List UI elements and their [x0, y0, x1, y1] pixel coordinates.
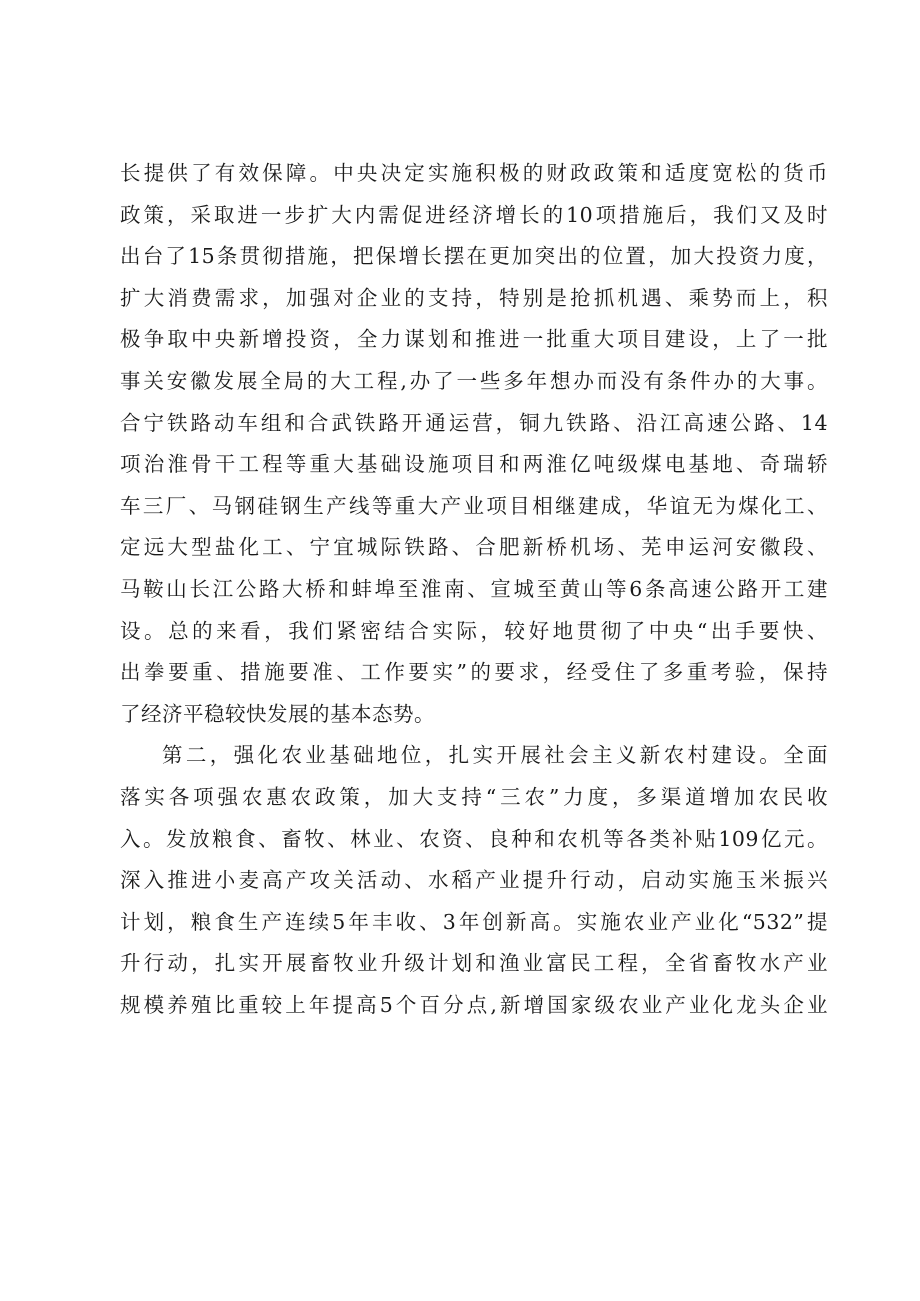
- text-line: 了经济平稳较快发展的基本态势。: [120, 701, 435, 726]
- text-line: 极争取中央新增投资，全力谋划和推进一批重大项目建设，上了一批: [120, 327, 828, 352]
- text-line: 项治淮骨干工程等重大基础设施项目和两淮亿吨级煤电基地、奇瑞轿: [120, 452, 828, 477]
- text-line: 合宁铁路动车组和合武铁路开通运营，铜九铁路、沿江高速公路、14: [120, 410, 828, 435]
- text-line: 马鞍山长江公路大桥和蚌埠至淮南、宣城至黄山等6条高速公路开工建: [120, 576, 828, 601]
- text-line: 定远大型盐化工、宁宜城际铁路、合肥新桥机场、芜申运河安徽段、: [120, 535, 828, 560]
- body-text: [120, 158, 828, 1031]
- text-line: 深入推进小麦高产攻关活动、水稻产业提升行动，启动实施玉米振兴: [120, 868, 828, 893]
- text-line: 设。总的来看，我们紧密结合实际，较好地贯彻了中央“出手要快、: [120, 618, 828, 643]
- text-line: 事关安徽发展全局的大工程,办了一些多年想办而没有条件办的大事。: [120, 368, 828, 393]
- text-line: 入。发放粮食、畜牧、林业、农资、良种和农机等各类补贴109亿元。: [120, 826, 828, 851]
- text-line: 升行动，扎实开展畜牧业升级计划和渔业富民工程，全省畜牧水产业: [120, 951, 828, 976]
- text-line: 扩大消费需求，加强对企业的支持，特别是抢抓机遇、乘势而上，积: [120, 285, 828, 310]
- text-line: 出台了15条贯彻措施，把保增长摆在更加突出的位置，加大投资力度，: [120, 244, 828, 269]
- text-line: 车三厂、马钢硅钢生产线等重大产业项目相继建成，华谊无为煤化工、: [120, 493, 828, 518]
- paragraph: [120, 158, 828, 740]
- text-line: 第二，强化农业基础地位，扎实开展社会主义新农村建设。全面: [162, 743, 828, 768]
- text-line: 政策，采取进一步扩大内需促进经济增长的10项措施后，我们又及时: [120, 202, 828, 227]
- text-line: 计划，粮食生产连续5年丰收、3年创新高。实施农业产业化“532”提: [120, 909, 828, 934]
- paragraph: [120, 740, 828, 1031]
- text-line: 出拳要重、措施要准、工作要实”的要求，经受住了多重考验，保持: [120, 660, 828, 685]
- text-line: 落实各项强农惠农政策，加大支持“三农”力度，多渠道增加农民收: [120, 784, 828, 809]
- text-line: 长提供了有效保障。中央决定实施积极的财政政策和适度宽松的货币: [120, 161, 828, 185]
- text-line: 规模养殖比重较上年提高5个百分点,新增国家级农业产业化龙头企业: [120, 992, 828, 1017]
